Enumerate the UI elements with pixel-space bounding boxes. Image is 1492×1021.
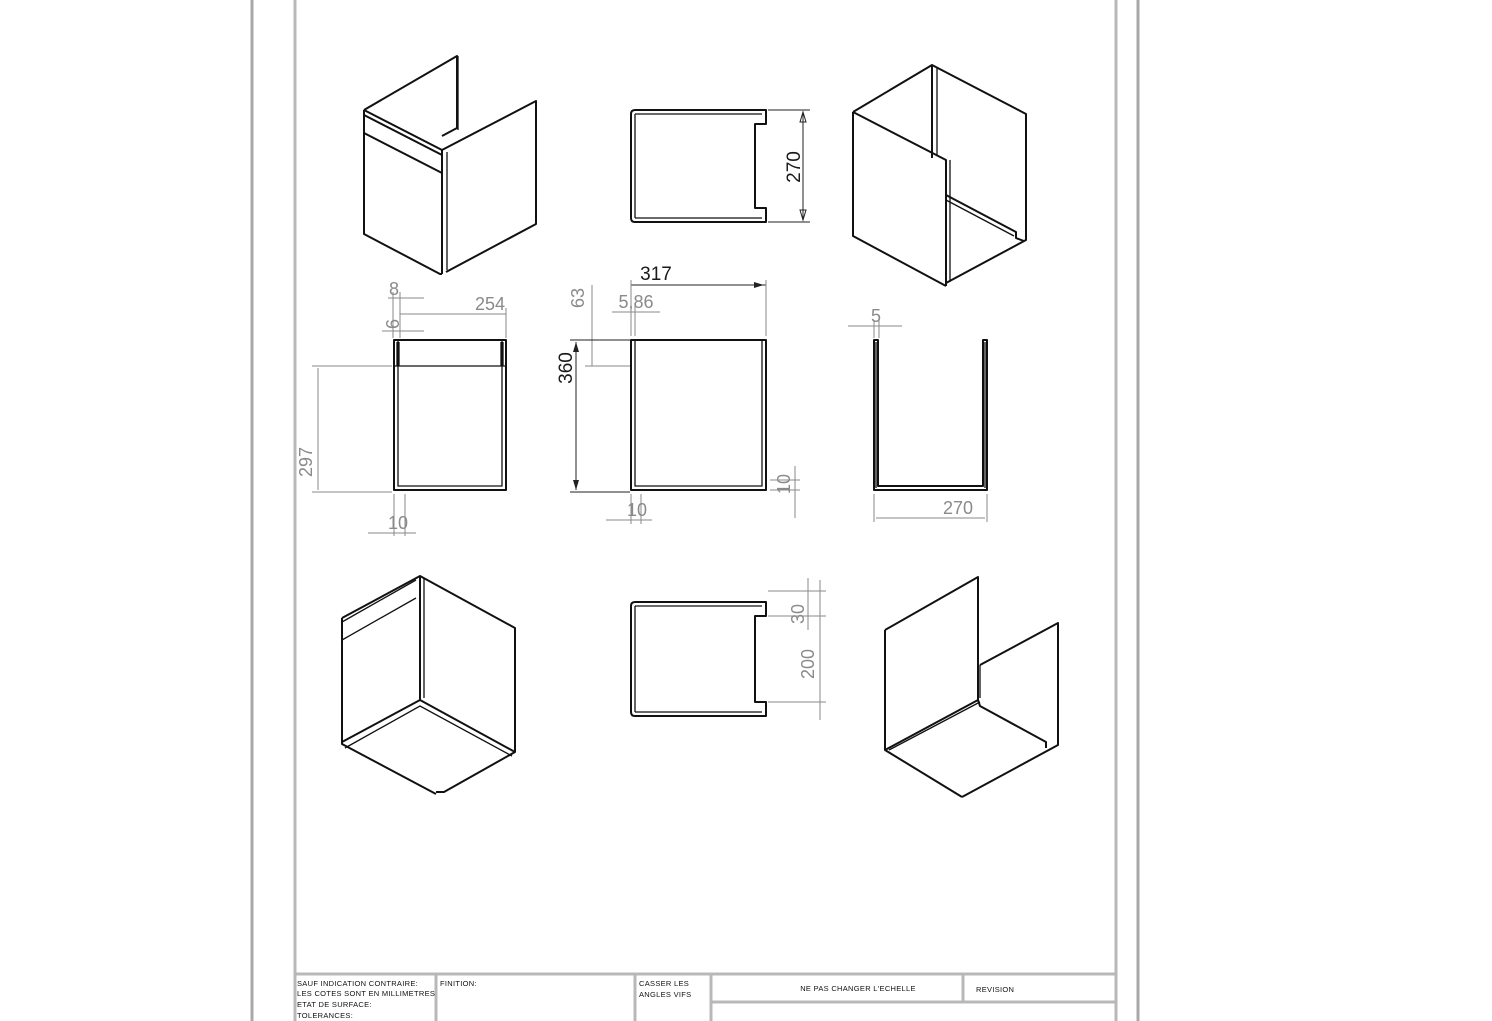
dim-10-side: 10 xyxy=(774,473,794,495)
dim-5-86: 5,86 xyxy=(618,292,654,312)
dim-10-mid: 10 xyxy=(626,500,648,520)
dimension-270-vertical xyxy=(768,110,810,222)
dimensions-left-view xyxy=(296,279,506,536)
dim-360: 360 xyxy=(556,352,577,384)
iso-view-bottom-right xyxy=(885,577,1058,797)
dim-297: 297 xyxy=(296,446,316,478)
iso-view-bottom-left xyxy=(342,576,515,794)
dim-63: 63 xyxy=(568,287,588,309)
dim-6: 6 xyxy=(383,318,403,330)
general-note-line3: ETAT DE SURFACE: xyxy=(297,1000,372,1009)
dim-10-left: 10 xyxy=(387,513,409,533)
dimensions-bottom-view xyxy=(768,578,826,720)
dimensions-front-view xyxy=(556,264,800,524)
side-view-right xyxy=(874,340,987,490)
sheet-border xyxy=(252,0,1138,1021)
edges-note-line2: ANGLES VIFS xyxy=(639,990,692,999)
dim-30: 30 xyxy=(788,603,808,625)
title-block xyxy=(297,974,1116,1021)
finish-label: FINITION: xyxy=(440,979,477,988)
general-note-line2: LES COTES SONT EN MILLIMETRES xyxy=(297,989,436,998)
front-view-center xyxy=(631,340,766,490)
side-view-left xyxy=(394,340,506,490)
top-view-center xyxy=(631,110,766,222)
iso-view-top-right xyxy=(853,65,1026,286)
dim-270-right: 270 xyxy=(942,498,974,518)
dim-254: 254 xyxy=(474,294,506,314)
edges-note-line1: CASSER LES xyxy=(639,979,690,988)
dim-8: 8 xyxy=(388,279,400,299)
scale-note: NE PAS CHANGER L'ECHELLE xyxy=(800,984,916,993)
iso-view-top-left xyxy=(364,56,536,274)
general-note-line1: SAUF INDICATION CONTRAIRE: xyxy=(297,979,418,988)
dim-200: 200 xyxy=(798,648,818,680)
revision-label: REVISION xyxy=(976,985,1015,994)
dim-5: 5 xyxy=(870,306,882,326)
dim-317: 317 xyxy=(640,264,672,285)
dim-270-top: 270 xyxy=(784,151,805,183)
bottom-view-center xyxy=(631,602,766,716)
general-note-line4: TOLERANCES: xyxy=(297,1011,354,1020)
